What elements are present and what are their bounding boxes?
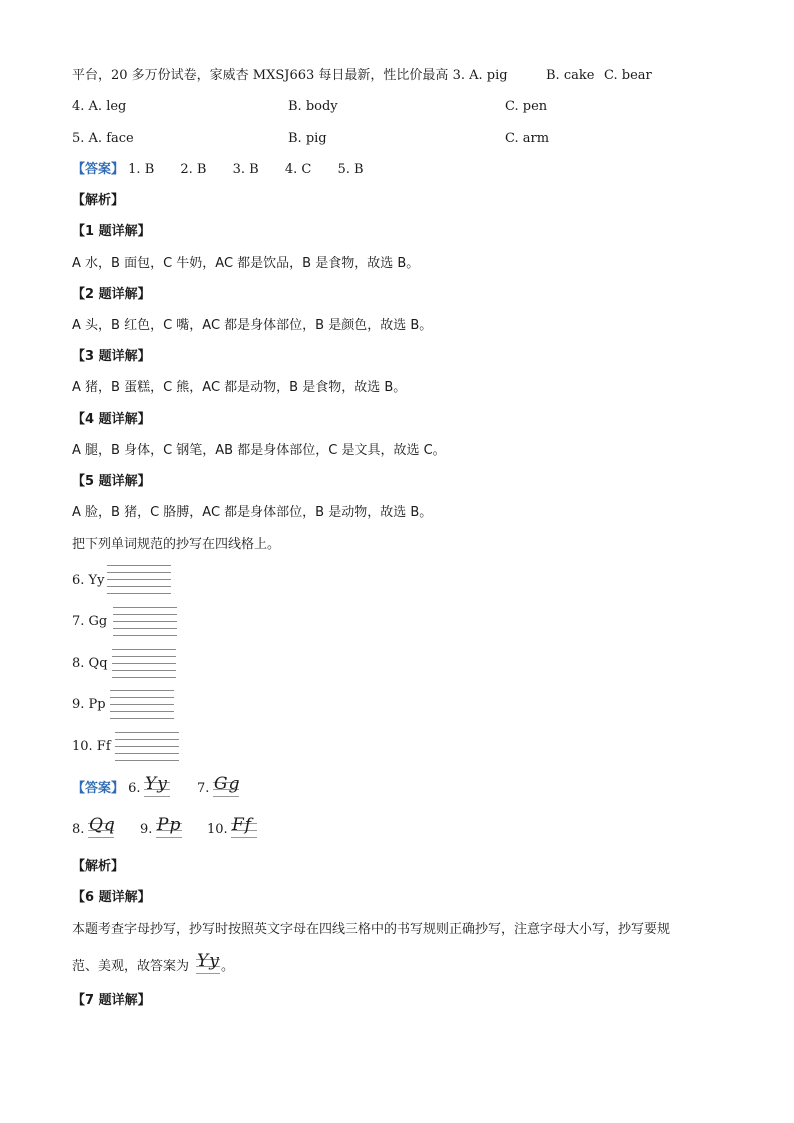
handwritten-letters: Yy [197,951,220,971]
answer-num: 10. [207,822,228,837]
detail-1-text: A 水，B 面包，C 牛奶，AC 都是饮品，B 是食物，故选 B。 [72,256,420,271]
answer-label: 【答案】 [72,162,125,177]
question-3-text: 平台，20 多万份试卷，家威杏 MXSJ663 每日最新，性比价最高 3. A. pig [72,68,508,83]
detail-6-text-2 [72,958,189,976]
handwritten-letters: Yy [145,774,168,794]
answer-item: 1. B [128,162,155,177]
four-line-grid [110,689,174,719]
answer-item: 3. B [232,162,259,177]
handwritten-answer [156,817,182,839]
answer-1-5 [72,161,386,179]
detail-2-title: 【2 题详解】 [72,287,151,302]
answer-item: 5. B [337,162,364,177]
detail-5-title: 【5 题详解】 [72,474,151,489]
question-3-line [72,67,508,85]
question-4-option-b: B. body [288,99,338,114]
detail-3-text: A 猪，B 蛋糕，C 熊，AC 都是动物，B 是食物，故选 B。 [72,380,407,395]
copy-item-9: 9. Pp [72,697,106,712]
four-line-grid [107,563,171,593]
answer-num: 7. [197,781,210,796]
handwritten-answer [88,817,114,839]
detail-6-text-2a: 范、美观，故答案为 [72,959,190,974]
copy-item-8: 8. Qq [72,656,108,671]
analysis-title: 【解析】 [72,193,125,208]
handwritten-answer [213,776,239,798]
copy-item-7: 7. Gg [72,614,108,629]
question-5-option-b: B. pig [288,131,327,146]
four-line-grid [115,731,179,761]
answer-item: 4. C [284,162,312,177]
detail-3-title: 【3 题详解】 [72,349,151,364]
four-line-grid [113,606,177,636]
handwritten-answer [196,953,220,975]
detail-2-text: A 头，B 红色，C 嘴，AC 都是身体部位，B 是颜色，故选 B。 [72,318,433,333]
detail-5-text: A 脸，B 猪，C 胳膊，AC 都是身体部位，B 是动物，故选 B。 [72,505,433,520]
detail-4-title: 【4 题详解】 [72,412,151,427]
answer-label: 【答案】 [72,781,125,796]
four-line-grid [112,648,176,678]
handwritten-letters: Gg [214,774,241,794]
analysis-title-2: 【解析】 [72,859,125,874]
detail-4-text: A 腿，B 身体，C 钢笔，AB 都是身体部位，C 是文具，故选 C。 [72,443,446,458]
detail-7-title: 【7 题详解】 [72,993,151,1008]
answer-num: 9. [140,822,153,837]
question-5-option-a: 5. A. face [72,131,134,146]
question-5-option-c: C. arm [505,131,550,146]
handwritten-letters: Ff [232,815,253,835]
copy-item-6: 6. Yy [72,573,105,588]
handwritten-answer [144,776,170,798]
answer-6-10-row-1 [72,780,141,798]
answer-num: 8. [72,822,85,837]
question-3-option-c: C. bear [604,68,652,83]
handwritten-answer [231,817,257,839]
question-4-option-c: C. pen [505,99,548,114]
handwritten-letters: Pp [157,815,182,835]
question-4-option-a: 4. A. leg [72,99,127,114]
question-3-option-b: B. cake [546,68,595,83]
copy-instruction: 把下列单词规范的抄写在四线格上。 [72,537,281,552]
detail-1-title: 【1 题详解】 [72,224,151,239]
handwritten-letters: Qq [89,815,116,835]
answer-item: 2. B [180,162,207,177]
detail-6-text-2b: 。 [221,959,235,974]
copy-item-10: 10. Ff [72,739,111,754]
detail-6-text-1: 本题考查字母抄写，抄写时按照英文字母在四线三格中的书写规则正确抄写，注意字母大小写，抄写要规 [72,922,671,937]
detail-6-title: 【6 题详解】 [72,890,151,905]
answer-num: 6. [128,781,141,796]
